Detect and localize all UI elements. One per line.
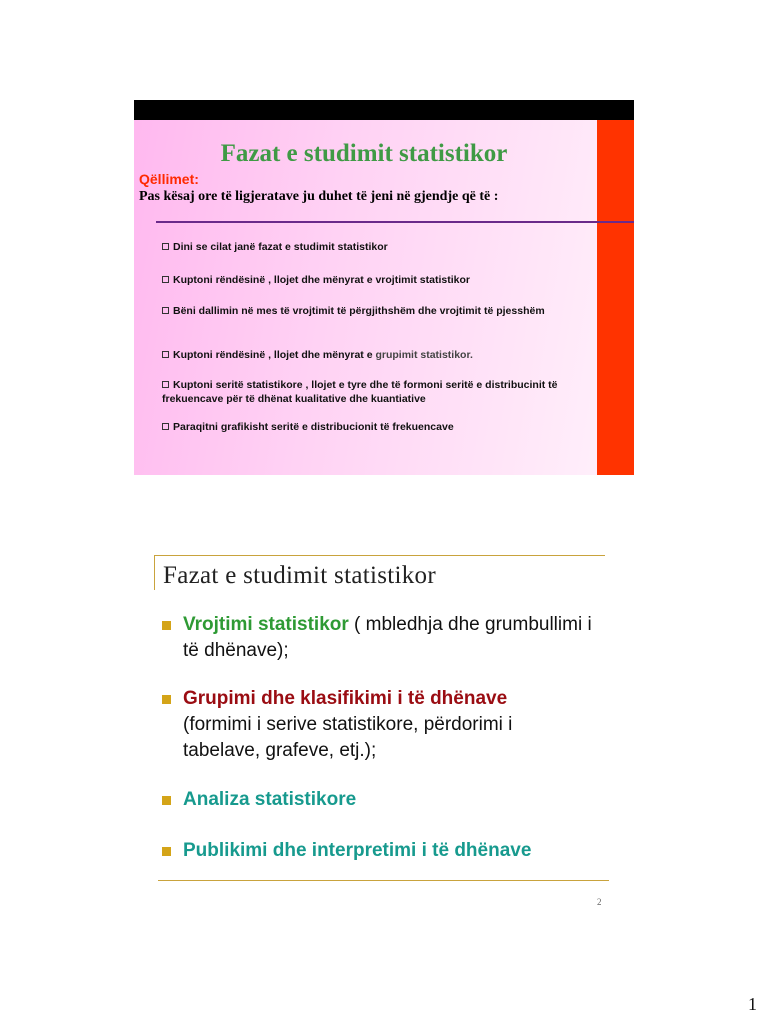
- list-item-text: Dini se cilat janë fazat e studimit statistikor: [173, 241, 388, 253]
- phase-name: Analiza statistikore: [183, 789, 357, 810]
- square-bullet-icon: [162, 847, 171, 856]
- checkbox-bullet-icon: [162, 381, 169, 388]
- list-item-text: Kuptoni rëndësinë , llojet dhe mënyrat e: [173, 349, 376, 361]
- square-bullet-icon: [162, 695, 171, 704]
- slide-objectives: [134, 100, 634, 475]
- slide-top-bar: [134, 100, 634, 120]
- checkbox-bullet-icon: [162, 351, 169, 358]
- divider-line: [156, 221, 634, 223]
- square-bullet-icon: [162, 621, 171, 630]
- goals-intro: Pas kësaj ore të ligjeratave ju duhet të jeni në gjendje që të :: [139, 189, 499, 204]
- list-item-text: Kuptoni rëndësinë , llojet dhe mënyrat e vrojtimit statistikor: [173, 274, 470, 286]
- document-page-number: 1: [748, 994, 757, 1014]
- list-item-text: Kuptoni seritë statistikore , llojet e tyre dhe të formoni seritë e distribucinit të frekuencave për të dhënat kualitative dhe kuantiative: [162, 379, 558, 405]
- list-item: [162, 838, 592, 864]
- list-item: [162, 612, 592, 664]
- list-item: [162, 686, 592, 764]
- slide-title: Fazat e studimit statistikor: [163, 562, 436, 589]
- phase-name: Publikimi dhe interpretimi i të dhënave: [183, 840, 532, 861]
- slide-frame-bottom-line: [158, 880, 609, 881]
- slide-frame-top-line: [154, 555, 605, 556]
- square-bullet-icon: [162, 796, 171, 805]
- phase-name: Vrojtimi statistikor: [183, 614, 349, 635]
- checkbox-bullet-icon: [162, 423, 169, 430]
- slide-side-bar: [597, 120, 634, 475]
- list-item: [162, 273, 582, 287]
- list-item: [162, 378, 582, 406]
- slide-title: Fazat e studimit statistikor: [220, 140, 508, 167]
- list-item: [162, 240, 582, 254]
- checkbox-bullet-icon: [162, 276, 169, 283]
- goals-label: Qëllimet:: [139, 171, 199, 187]
- phase-name: Grupimi dhe klasifikimi i të dhënave: [183, 688, 508, 709]
- checkbox-bullet-icon: [162, 307, 169, 314]
- phase-description: ( mbledhja dhe grumbullimi i të dhënave);: [183, 614, 592, 661]
- list-item: [162, 304, 582, 318]
- list-item: [162, 787, 592, 813]
- list-item-highlight: grupimit statistikor.: [375, 349, 473, 361]
- list-item: [162, 348, 582, 362]
- list-item-text: Bëni dallimin në mes të vrojtimit të përgjithshëm dhe vrojtimit të pjesshëm: [173, 305, 545, 317]
- phase-description: (formimi i serive statistikore, përdorimi i tabelave, grafeve, etj.);: [183, 714, 513, 761]
- checkbox-bullet-icon: [162, 243, 169, 250]
- list-item: [162, 420, 582, 434]
- slide-frame-left-line: [154, 555, 155, 590]
- list-item-text: Paraqitni grafikisht seritë e distribucionit të frekuencave: [173, 421, 454, 433]
- slide-page-number: 2: [597, 897, 602, 907]
